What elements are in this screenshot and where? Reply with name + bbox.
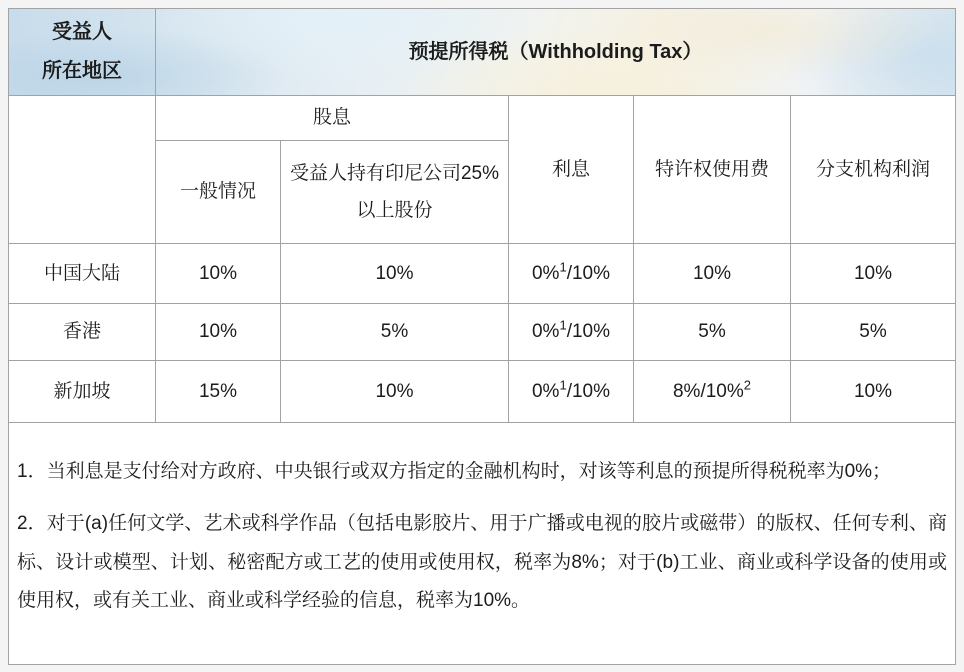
rate-text: 10% [853,380,893,402]
rate-cell [281,244,509,304]
rate-text: 0% [531,380,560,402]
rate-text: 5% [859,321,887,343]
rate-cell [156,244,281,304]
general-case-header-cell: 一般情况 [156,141,281,244]
region-cell: 中国大陆 [9,244,156,304]
royalties-header-cell: 特许权使用费 [634,96,791,244]
withholding-tax-table-container [8,8,955,665]
rate-text: 5% [698,321,726,343]
rate-superscript: 1 [559,377,567,393]
dividends-group-row [9,96,956,141]
interest-header-cell: 利息 [509,96,634,244]
rate-text: 10% [198,262,238,284]
tax-title-cell: 预提所得税（Withholding Tax） [156,9,956,96]
rate-text: 15% [198,380,238,402]
rate-cell [634,304,791,361]
rate-cell [156,361,281,423]
rate-text: /10% [566,321,610,343]
table-row-mainland-china [9,244,956,304]
footnotes-row [9,423,956,665]
branch-profits-header-cell: 分支机构利润 [791,96,956,244]
rate-text: 0% [531,321,560,343]
rate-text: /10% [566,380,610,402]
table-row-singapore [9,361,956,423]
region-header-line1: 受益人 [52,21,112,43]
rate-text: 10% [853,262,893,284]
empty-region-cell [9,96,156,244]
region-header-cell [9,9,156,96]
footnote-1: 1．当利息是支付给对方政府、中央银行或双方指定的金融机构时，对该等利息的预提所得税税率为0%； [17,460,892,482]
rate-cell [634,361,791,423]
rate-text: 10% [375,262,414,284]
rate-text: 10% [692,262,732,284]
footnote-2: 2．对于(a)任何文学、艺术或科学作品（包括电影胶片、用于广播或电视的胶片或磁带）的版权、任何专利、商标、设计或模型、计划、秘密配方或工艺的使用或使用权，税率为8%；对于(b)工业、商业或科学设备的使用或使用权，或有关工业、商业或科学经验的信息，税率为10%。 [17,512,948,612]
rate-cell [509,244,634,304]
region-header-line2: 所在地区 [42,60,122,82]
table-row-hong-kong [9,304,956,361]
rate-text: 0% [531,262,560,284]
table-header-row [9,9,956,96]
rate-cell [634,244,791,304]
rate-text: 10% [375,380,414,402]
rate-cell [791,361,956,423]
rate-cell [791,244,956,304]
rate-cell [281,304,509,361]
rate-cell [509,361,634,423]
rate-superscript: 2 [743,377,751,393]
rate-text: 10% [198,321,238,343]
rate-superscript: 1 [559,318,567,334]
rate-cell [509,304,634,361]
region-cell: 新加坡 [9,361,156,423]
rate-text: /10% [566,262,610,284]
footnotes-cell [9,423,956,665]
rate-superscript: 1 [559,259,567,275]
rate-cell [791,304,956,361]
rate-text: 5% [380,321,409,343]
dividends-header-cell: 股息 [156,96,509,141]
region-cell: 香港 [9,304,156,361]
withholding-tax-table [8,8,956,665]
rate-text: 8%/10% [672,380,744,402]
rate-cell [281,361,509,423]
rate-cell [156,304,281,361]
shareholding-case-header-cell: 受益人持有印尼公司25%以上股份 [281,141,509,244]
